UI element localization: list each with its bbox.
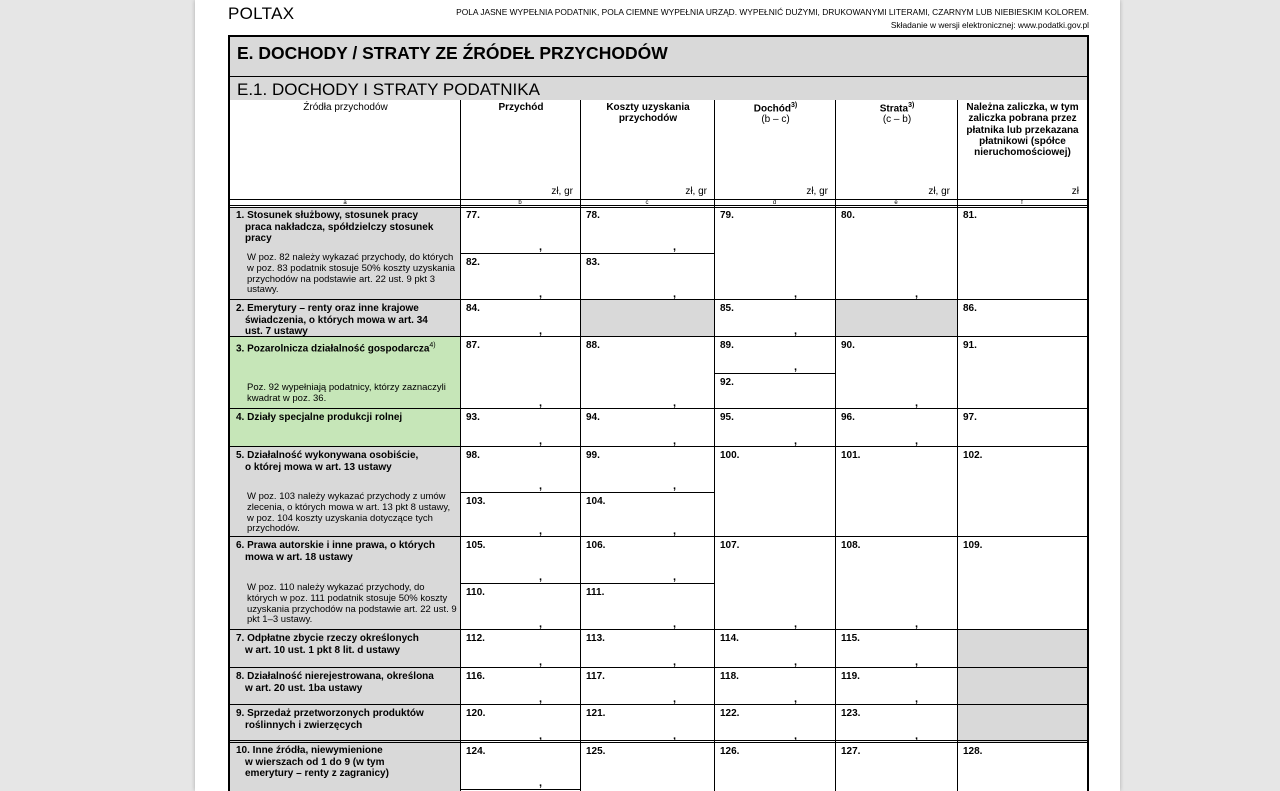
field-comma: , [539,288,543,300]
field-118[interactable] [715,668,835,705]
column-letter: b [518,200,522,206]
field-112[interactable] [461,630,580,668]
loss-formula: (c – b) [882,114,912,126]
row-note: W poz. 103 należy wykazać przychody z umów zlecenia, o których mowa w art. 13 pkt 8 ustawy, w poz. 104 koszty uzyskania dotyczące tych przychodów. [247,491,451,535]
field-number: 94. [586,412,600,423]
field-79[interactable] [715,207,835,300]
column-header-costs [580,100,715,200]
field-116[interactable] [461,668,580,705]
grid-line [230,667,1087,668]
field-number: 124. [466,746,486,757]
field-comma: , [794,435,798,447]
field-101[interactable] [836,447,957,537]
field-109[interactable] [958,537,1087,630]
field-107[interactable] [715,537,835,630]
field-number: 108. [841,540,861,551]
field-number: 79. [720,210,734,221]
column-header-income-label: Dochód [753,103,791,115]
field-123[interactable] [836,705,957,742]
row-source-3 [230,337,460,409]
field-80[interactable] [836,207,957,300]
field-99[interactable] [581,447,714,492]
row-title-line: o której mowa w art. 13 ustawy [245,461,392,473]
row-source-8 [230,668,460,705]
row-title-line: pracy [245,233,272,244]
unit-label: zł, gr [551,186,573,197]
field-comma: , [673,618,677,630]
field-number: 95. [720,412,734,423]
field-117[interactable] [581,668,714,705]
grid-line [230,299,1087,300]
grid-line [460,789,580,790]
field-104[interactable] [581,493,714,537]
field-number: 82. [466,257,480,268]
unit-label: zł [1071,186,1079,197]
field-comma: , [915,435,919,447]
column-letter: c [645,200,649,206]
field-88[interactable] [581,337,714,409]
field-number: 127. [841,746,861,757]
field-comma: , [539,618,543,630]
row-source-7 [230,630,460,668]
field-106[interactable] [581,537,714,583]
field-96[interactable] [836,409,957,447]
field-number: 107. [720,540,740,551]
column-header-revenue [460,100,581,200]
field-number: 91. [963,340,977,351]
unit-label: zł, gr [685,186,707,197]
row-note: Poz. 92 wypełniają podatnicy, którzy zaznaczyli kwadrat w poz. 36. [247,382,446,404]
field-number: 81. [963,210,977,221]
field-87[interactable] [461,337,580,409]
grid-line [230,536,1087,537]
field-number: 92. [720,377,734,388]
field-92[interactable] [715,374,835,409]
field-115[interactable] [836,630,957,668]
row-note: W poz. 82 należy wykazać przychody, do których w poz. 83 podatnik stosuje 50% koszty uzyskania przychodów na podstawie art. 22 ust. 9 pkt 3 ustawy. [247,252,456,296]
field-number: 112. [466,633,485,644]
field-number: 111. [586,587,605,598]
field-94[interactable] [581,409,714,447]
field-number: 93. [466,412,480,423]
grid-line [230,740,1087,743]
footnote-ref: 3) [908,102,915,109]
field-85[interactable] [715,300,835,337]
field-105[interactable] [461,537,580,583]
unit-label: zł, gr [806,186,828,197]
row-title-line: 4. Działy specjalne produkcji rolnej [236,412,403,423]
field-number: 84. [466,303,480,314]
field-comma: , [673,525,677,537]
grid-line [714,373,835,374]
row-title-line: 2. Emerytury – renty oraz inne krajowe [236,303,419,314]
field-comma: , [539,693,543,705]
row-title-line: praca nakładcza, spółdzielczy stosunek [245,221,434,233]
field-number: 90. [841,340,855,351]
field-number: 87. [466,340,480,351]
field-number: 86. [963,303,977,314]
field-124[interactable] [461,743,580,789]
field-93[interactable] [461,409,580,447]
field-number: 101. [841,450,861,461]
footnote-ref: 4) [429,342,436,349]
field-comma: , [673,730,677,742]
field-comma: , [539,525,543,537]
row-title-line: w wierszach od 1 do 9 (w tym [245,756,385,768]
field-number: 88. [586,340,600,351]
field-comma: , [915,730,919,742]
field-comma: , [673,397,677,409]
row-title-line: świadczenia, o których mowa w art. 34 [245,314,428,326]
field-98[interactable] [461,447,580,492]
field-114[interactable] [715,630,835,668]
field-number: 102. [963,450,983,461]
column-letter: f [1021,200,1023,206]
column-header-source-label: Źródła przychodów [303,102,388,113]
office-field [836,300,957,337]
field-number: 97. [963,412,977,423]
form-page [195,0,1120,791]
row-title-line: w art. 10 ust. 1 pkt 8 lit. d ustawy [245,644,401,656]
field-number: 77. [466,210,480,221]
field-comma: , [539,325,543,337]
field-number: 104. [586,496,606,507]
row-title-line: 9. Sprzedaż przetworzonych produktów [236,708,424,719]
field-83[interactable] [581,254,714,300]
field-comma: , [539,241,543,253]
fill-instructions: POLA JASNE WYPEŁNIA PODATNIK, POLA CIEMNE WYPEŁNIA URZĄD. WYPEŁNIĆ DUŻYMI, DRUKOWANYMI LITERAMI, CZARNYM LUB NIEBIESKIM KOLOREM. [456,7,1089,17]
field-119[interactable] [836,668,957,705]
row-source-6 [230,537,460,630]
field-comma: , [794,361,798,373]
row-source-9 [230,705,460,742]
field-128[interactable] [958,743,1087,791]
field-number: 122. [720,708,740,719]
grid-line [230,704,1087,705]
field-102[interactable] [958,447,1087,537]
field-103[interactable] [461,493,580,537]
row-source-4 [230,409,460,447]
column-header-source [230,100,461,200]
electronic-filing-note: Składanie w wersji elektronicznej: www.podatki.gov.pl [890,20,1089,30]
grid-line [230,205,1087,208]
field-comma: , [794,693,798,705]
field-78[interactable] [581,207,714,253]
column-header-loss [835,100,958,200]
field-86[interactable] [958,300,1087,337]
field-number: 120. [466,708,486,719]
field-number: 126. [720,746,740,757]
row-source-2 [230,300,460,337]
field-number: 123. [841,708,861,719]
column-letter: d [772,200,777,206]
row-source-1 [230,207,460,300]
row-title-line: 1. Stosunek służbowy, stosunek pracy [236,210,419,221]
grid-line [230,408,1087,409]
row-title-line: 3. Pozarolnicza działalność gospodarcza [236,343,430,355]
field-comma: , [539,435,543,447]
grid-line [230,199,1087,200]
field-number: 109. [963,540,983,551]
field-comma: , [539,730,543,742]
field-125[interactable] [581,743,714,791]
field-comma: , [794,288,798,300]
row-title-line: 7. Odpłatne zbycie rzeczy określonych [236,633,419,644]
field-110[interactable] [461,584,580,630]
row-note: W poz. 110 należy wykazać przychody, do których w poz. 111 podatnik stosuje 50% koszty uzyskania przychodów na podstawie art. 22 ust. 9 pkt 1–3 ustawy. [247,582,457,626]
unit-label: zł, gr [928,186,950,197]
field-comma: , [673,241,677,253]
grid-line [230,629,1087,630]
footnote-ref: 3) [790,102,798,109]
field-number: 83. [586,257,600,268]
field-113[interactable] [581,630,714,668]
office-field [958,630,1087,742]
row-title-line: mowa w art. 18 ustawy [245,551,353,563]
field-comma: , [794,730,798,742]
field-97[interactable] [958,409,1087,447]
row-title-line: 6. Prawa autorskie i inne prawa, o których [236,540,435,551]
row-source-10 [230,742,460,791]
field-95[interactable] [715,409,835,447]
field-comma: , [915,618,919,630]
field-number: 114. [720,633,739,644]
field-comma: , [673,480,677,492]
grid-line [230,336,1087,337]
field-100[interactable] [715,447,835,537]
field-number: 121. [586,708,606,719]
row-title-line: 8. Działalność nierejestrowana, określona [236,671,434,682]
field-number: 110. [466,587,485,598]
field-comma: , [794,325,798,337]
field-number: 80. [841,210,855,221]
field-comma: , [673,571,677,583]
row-title-line: ust. 7 ustawy [245,326,308,337]
row-title-line: emerytury – renty z zagranicy) [245,768,389,779]
column-header-costs-label: Koszty uzyskania przychodów [606,102,690,124]
field-111[interactable] [581,584,714,630]
field-comma: , [915,693,919,705]
office-field [581,300,714,337]
field-90[interactable] [836,337,957,409]
field-number: 125. [586,746,606,757]
field-number: 119. [841,671,860,682]
field-127[interactable] [836,743,957,791]
field-number: 117. [586,671,605,682]
row-title-line: w art. 20 ust. 1ba ustawy [245,682,363,694]
field-number: 118. [720,671,739,682]
field-number: 96. [841,412,855,423]
row-title-line: 10. Inne źródła, niewymienione [236,745,383,756]
field-number: 128. [963,746,983,757]
field-comma: , [673,656,677,668]
field-81[interactable] [958,207,1087,300]
column-header-revenue-label: Przychód [498,102,544,113]
section-e-title: E. DOCHODY / STRATY ZE ŹRÓDEŁ PRZYCHODÓW [237,43,668,63]
field-comma: , [915,288,919,300]
grid-line [460,583,714,584]
brand-label: POLTAX [228,4,295,23]
field-82[interactable] [461,254,580,300]
field-126[interactable] [715,743,835,791]
grid-line [460,253,714,254]
field-number: 116. [466,671,485,682]
field-comma: , [794,618,798,630]
field-number: 106. [586,540,606,551]
column-header-advance-label: Należna zaliczka, w tym zaliczka pobrana przez płatnika lub przekazana płatnikowi (spółce nieruchomościowej) [966,102,1079,159]
field-comma: , [673,288,677,300]
field-120[interactable] [461,705,580,742]
field-number: 78. [586,210,600,221]
field-comma: , [915,656,919,668]
field-number: 115. [841,633,860,644]
field-number: 98. [466,450,480,461]
field-89[interactable] [715,337,835,373]
field-comma: , [539,480,543,492]
field-number: 85. [720,303,734,314]
column-header-loss-label: Strata [879,103,909,115]
column-header-advance [957,100,1087,200]
field-108[interactable] [836,537,957,630]
field-number: 89. [720,340,734,351]
field-122[interactable] [715,705,835,742]
row-title-line: 5. Działalność wykonywana osobiście, [236,450,419,461]
field-number: 105. [466,540,486,551]
grid-line [230,446,1087,447]
field-number: 113. [586,633,605,644]
field-91[interactable] [958,337,1087,409]
field-number: 100. [720,450,740,461]
field-number: 99. [586,450,600,461]
grid-line [460,492,714,493]
field-comma: , [539,656,543,668]
section-e1-title: E.1. DOCHODY I STRATY PODATNIKA [237,80,540,99]
field-comma: , [673,435,677,447]
field-comma: , [915,397,919,409]
field-84[interactable] [461,300,580,337]
row-title-line: roślinnych i zwierzęcych [245,719,363,731]
field-comma: , [673,693,677,705]
income-formula: (b – c) [761,114,790,126]
income-section-form [228,35,1089,791]
field-121[interactable] [581,705,714,742]
column-header-income [714,100,836,200]
field-comma: , [539,571,543,583]
column-letter: a [343,200,347,206]
field-comma: , [539,777,543,789]
field-77[interactable] [461,207,580,253]
row-source-5 [230,447,460,537]
column-letter: e [894,200,898,206]
field-number: 103. [466,496,486,507]
field-comma: , [794,656,798,668]
field-comma: , [539,397,543,409]
